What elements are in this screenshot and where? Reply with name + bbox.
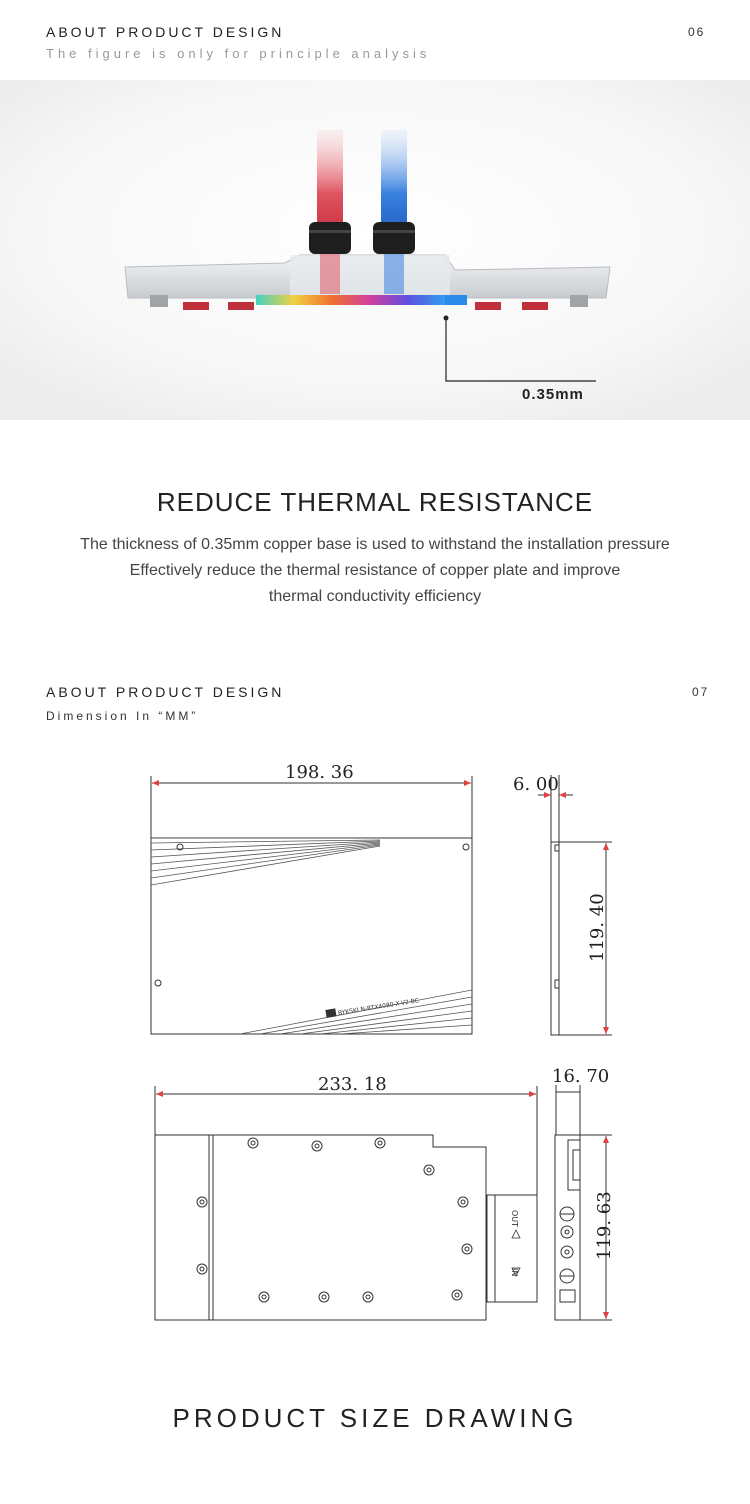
- feature-line-3: thermal conductivity efficiency: [268, 588, 482, 605]
- bottom-back-view: [155, 1086, 537, 1320]
- dimension-drawing: [0, 740, 750, 1400]
- top-height-dimension: 119. 40: [587, 893, 608, 962]
- copper-thickness-callout: 0.35mm: [522, 386, 584, 403]
- feature-line-1: The thickness of 0.35mm copper base is used to withstand the installation pressure: [80, 536, 670, 553]
- top-front-view: [151, 776, 472, 1034]
- top-view-label-text: BYKSKI N-RTX4080-X-V2-BC: [337, 997, 420, 1017]
- terminal-in-label: IN: [510, 1268, 519, 1277]
- bottom-width-dimension: 233. 18: [318, 1074, 387, 1095]
- section1-title: ABOUT PRODUCT DESIGN: [46, 24, 285, 40]
- section1-subtitle: The figure is only for principle analysis: [46, 46, 431, 61]
- product-size-drawing-title: PRODUCT SIZE DRAWING: [172, 1403, 578, 1433]
- section2-page-number: 07: [692, 685, 710, 699]
- section1-page-number: 06: [688, 25, 706, 39]
- top-thickness-dimension: 6. 00: [513, 774, 559, 795]
- feature-headline: REDUCE THERMAL RESISTANCE: [156, 487, 594, 517]
- terminal-out-label: OUT: [510, 1210, 519, 1228]
- bottom-thickness-dimension: 16. 70: [552, 1066, 610, 1087]
- feature-line-2: Effectively reduce the thermal resistance of copper plate and improve: [129, 562, 621, 579]
- feature-description: [0, 532, 750, 610]
- bottom-height-dimension: 119. 63: [594, 1191, 615, 1260]
- waterblock-cross-section-image: [0, 80, 750, 420]
- top-width-dimension: 198. 36: [285, 762, 354, 783]
- section2-title: ABOUT PRODUCT DESIGN: [46, 684, 285, 700]
- section2-subtitle: Dimension In “MM”: [46, 709, 199, 723]
